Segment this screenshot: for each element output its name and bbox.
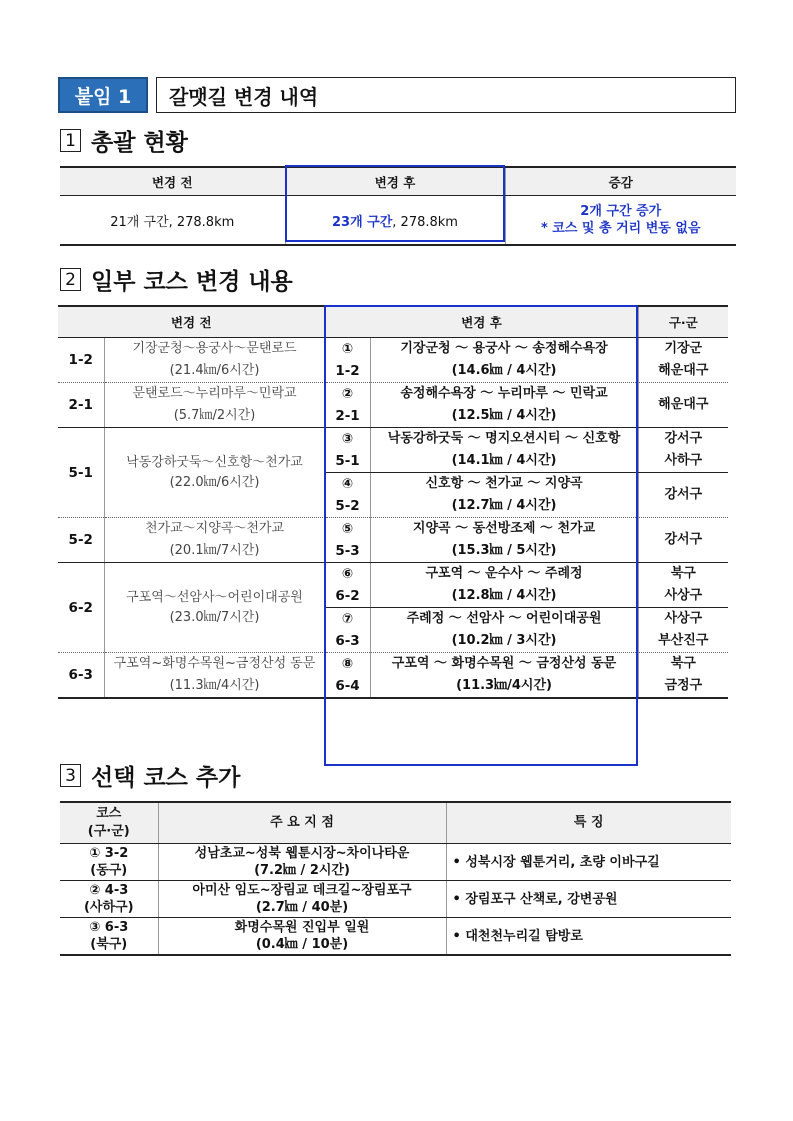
old-code: 6-2 <box>58 563 104 653</box>
new-mark: ① <box>325 338 370 361</box>
gu-1: 강서구 <box>638 428 728 451</box>
old-route: 구포역～선암사～어린이대공원 <box>126 589 303 605</box>
new-route: 송정해수욕장 ～ 누리마루 ～ 민락교 <box>370 383 638 406</box>
after-distance: , 278.8km <box>392 214 458 230</box>
header-after: 변경 후 <box>285 167 505 196</box>
new-mark: ② <box>325 383 370 406</box>
gu-1: 해운대구 <box>638 383 728 428</box>
table-row <box>58 540 728 563</box>
gu-1: 북구 <box>638 563 728 586</box>
header-gu: 구·군 <box>638 306 728 338</box>
table-row <box>58 383 728 406</box>
feature-cell: • 대천천누리길 탐방로 <box>446 918 731 956</box>
table-header-row <box>60 167 736 196</box>
section-number: 1 <box>60 129 81 152</box>
new-mark: ⑥ <box>325 563 370 586</box>
gu-1: 강서구 <box>638 518 728 563</box>
new-distance: (12.5㎞ / 4시간) <box>370 405 638 428</box>
header-course-label: 코스 <box>96 806 122 821</box>
points-distance: (0.4㎞ / 10분) <box>255 937 349 952</box>
section-title: 선택 코스 추가 <box>91 764 241 791</box>
table-row <box>60 881 731 918</box>
course-code: ② 4-3 <box>89 883 129 898</box>
table-row <box>58 405 728 428</box>
points-cell <box>158 844 446 881</box>
new-distance: (12.7㎞ / 4시간) <box>370 495 638 518</box>
old-route: 천가교～지양곡～천가교 <box>104 518 325 541</box>
new-route: 지양곡 ～ 동선방조제 ～ 천가교 <box>370 518 638 541</box>
points-distance: (2.7㎞ / 40분) <box>255 900 349 915</box>
header-course-gu: (구·군) <box>87 824 130 839</box>
old-code: 6-3 <box>58 653 104 699</box>
new-code: 6-3 <box>325 630 370 653</box>
section-number: 3 <box>60 764 81 787</box>
new-code: 2-1 <box>325 405 370 428</box>
document-title: 갈맷길 변경 내역 <box>156 77 736 113</box>
points-route: 아미산 임도~장림교 데크길~장림포구 <box>192 883 412 898</box>
new-route: 구포역 ～ 화명수목원 ～ 금정산성 동문 <box>370 653 638 676</box>
points-distance: (7.2㎞ / 2시간) <box>254 863 350 878</box>
old-code: 2-1 <box>58 383 104 428</box>
course-change-table <box>58 305 728 699</box>
gu-2: 사상구 <box>638 585 728 608</box>
table-row <box>58 360 728 383</box>
old-distance: (22.0㎞/6시간) <box>169 474 260 490</box>
attachment-badge: 붙임 1 <box>58 77 148 113</box>
feature-cell: • 성북시장 웹툰거리, 초량 이바구길 <box>446 844 731 881</box>
new-code: 1-2 <box>325 360 370 383</box>
old-route: 구포역~화명수목원~금정산성 동문 <box>104 653 325 676</box>
gu-1: 기장군 <box>638 338 728 361</box>
diff-line-1: 2개 구간 증가 <box>580 204 662 219</box>
table-row <box>58 338 728 361</box>
gu-2: 금정구 <box>638 675 728 698</box>
new-mark: ⑤ <box>325 518 370 541</box>
section-1-heading <box>60 124 188 157</box>
section-3-heading <box>60 759 240 792</box>
points-route: 화명수목원 진입부 일원 <box>234 920 370 935</box>
old-route: 기장군청～용궁사～문탠로드 <box>104 338 325 361</box>
gu-1: 사상구 <box>638 608 728 631</box>
old-code: 5-1 <box>58 428 104 518</box>
new-code: 5-2 <box>325 495 370 518</box>
table-row <box>58 653 728 676</box>
before-value: 21개 구간, 278.8km <box>60 196 285 246</box>
new-distance: (12.8㎞ / 4시간) <box>370 585 638 608</box>
table-row <box>58 563 728 586</box>
old-distance: (20.1㎞/7시간) <box>104 540 325 563</box>
section-title: 총괄 현황 <box>91 129 188 156</box>
old-code: 5-2 <box>58 518 104 563</box>
new-mark: ③ <box>325 428 370 451</box>
course-cell <box>60 844 158 881</box>
points-cell <box>158 918 446 956</box>
table-row <box>60 918 731 956</box>
old-distance: (23.0㎞/7시간) <box>169 609 260 625</box>
table-header-row <box>58 306 728 338</box>
table-row <box>58 675 728 698</box>
old-code: 1-2 <box>58 338 104 383</box>
course-code: ③ 6-3 <box>89 920 129 935</box>
header-feature: 특 징 <box>446 802 731 844</box>
old-distance: (21.4㎞/6시간) <box>104 360 325 383</box>
new-route: 기장군청 ～ 용궁사 ～ 송정해수욕장 <box>370 338 638 361</box>
summary-table <box>60 166 736 246</box>
new-distance: (14.6㎞ / 4시간) <box>370 360 638 383</box>
new-distance: (14.1㎞ / 4시간) <box>370 450 638 473</box>
course-gu: (북구) <box>90 937 128 952</box>
course-cell <box>60 918 158 956</box>
gu-2: 해운대구 <box>638 360 728 383</box>
section-title: 일부 코스 변경 내용 <box>91 268 293 295</box>
table-row <box>60 844 731 881</box>
table-row <box>58 518 728 541</box>
diff-line-2: * 코스 및 총 거리 변동 없음 <box>540 221 701 236</box>
table-row <box>58 428 728 451</box>
gu-2: 부산진구 <box>638 630 728 653</box>
course-code: ① 3-2 <box>89 846 129 861</box>
course-cell <box>60 881 158 918</box>
old-distance: (11.3㎞/4시간) <box>104 675 325 698</box>
optional-course-table <box>60 801 731 956</box>
after-value <box>285 196 505 246</box>
header-before: 변경 전 <box>60 167 285 196</box>
feature-cell: • 장림포구 산책로, 강변공원 <box>446 881 731 918</box>
old-distance: (5.7㎞/2시간) <box>104 405 325 428</box>
points-cell <box>158 881 446 918</box>
table-row <box>60 196 736 246</box>
gu-1: 북구 <box>638 653 728 676</box>
new-distance: (10.2㎞ / 3시간) <box>370 630 638 653</box>
old-route-cell <box>104 563 325 653</box>
new-route: 주례정 ～ 선암사 ～ 어린이대공원 <box>370 608 638 631</box>
course-gu: (사하구) <box>83 900 134 915</box>
new-mark: ④ <box>325 473 370 496</box>
header-points: 주 요 지 점 <box>158 802 446 844</box>
new-distance: (11.3㎞/4시간) <box>370 675 638 698</box>
new-mark: ⑦ <box>325 608 370 631</box>
new-route: 신호항 ～ 천가교 ～ 지양곡 <box>370 473 638 496</box>
new-distance: (15.3㎞ / 5시간) <box>370 540 638 563</box>
new-code: 6-2 <box>325 585 370 608</box>
new-route: 낙동강하굿둑 ～ 명지오션시티 ～ 신호항 <box>370 428 638 451</box>
header-before: 변경 전 <box>58 306 325 338</box>
gu-2: 사하구 <box>638 450 728 473</box>
new-mark: ⑧ <box>325 653 370 676</box>
course-gu: (동구) <box>90 863 128 878</box>
new-code: 6-4 <box>325 675 370 698</box>
points-route: 성남초교~성북 웹툰시장~차이나타운 <box>194 846 410 861</box>
section-number: 2 <box>60 268 81 291</box>
new-route: 구포역 ～ 운수사 ～ 주례정 <box>370 563 638 586</box>
new-code: 5-1 <box>325 450 370 473</box>
header-course <box>60 802 158 844</box>
old-route: 문탠로드～누리마루～민락교 <box>104 383 325 406</box>
diff-value <box>505 196 736 246</box>
new-code: 5-3 <box>325 540 370 563</box>
gu-1: 강서구 <box>638 473 728 518</box>
after-count: 23개 구간 <box>332 214 393 230</box>
header-after: 변경 후 <box>325 306 638 338</box>
section-2-heading <box>60 263 293 296</box>
table-header-row <box>60 802 731 844</box>
header-diff: 증감 <box>505 167 736 196</box>
old-route-cell <box>104 428 325 518</box>
old-route: 낙동강하굿둑～신호항～천가교 <box>126 454 303 470</box>
